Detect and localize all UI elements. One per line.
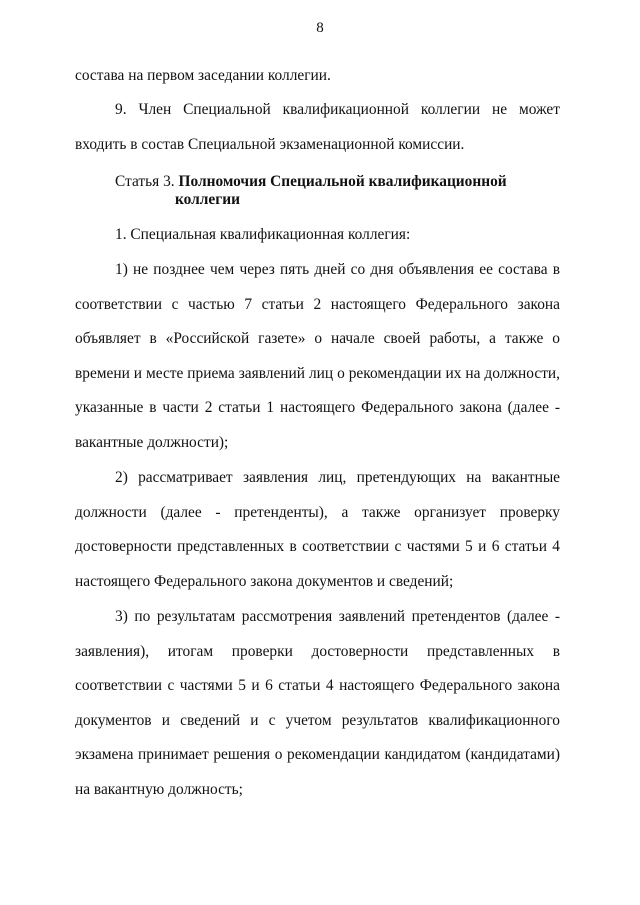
- page-number: 8: [316, 20, 324, 36]
- article-title-line-2: коллегии: [175, 191, 240, 208]
- article-label: Статья 3.: [115, 173, 175, 190]
- list-item-2: 2) рассматривает заявления лиц, претендующих на вакантные должности (далее - претенденты), а также организует проверку достоверности представленных в соответствии с частями 5 и 6 статьи 4 настоящего Федерального закона документов и сведений;: [75, 469, 560, 590]
- paragraph-continuation: состава на первом заседании коллегии.: [75, 67, 331, 84]
- list-item-3: 3) по результатам рассмотрения заявлений претендентов (далее - заявления), итогам проверки достоверности представленных в соответствии с частями 5 и 6 статьи 4 настоящего Федерального закона документов и сведений и с учетом результатов квалификационного экзамена принимает решения о рекомендации кандидатом (кандидатами) на вакантную должность;: [75, 608, 560, 798]
- list-item-1: 1) не позднее чем через пять дней со дня объявления ее состава в соответствии с частью 7 статьи 2 настоящего Федерального закона объявляет в «Российской газете» о начале своей работы, а также о времени и месте приема заявлений лиц о рекомендации их на должности, указанные в части 2 статьи 1 настоящего Федерального закона (далее - вакантные должности);: [75, 261, 560, 451]
- article-3-heading: [115, 173, 535, 209]
- article-title-line-1: Полномочия Специальной квалификационной: [178, 173, 507, 190]
- paragraph-9: 9. Член Специальной квалификационной коллегии не может входить в состав Специальной экзаменационной комиссии.: [75, 101, 560, 153]
- paragraph-1: 1. Специальная квалификационная коллегия:: [115, 226, 411, 243]
